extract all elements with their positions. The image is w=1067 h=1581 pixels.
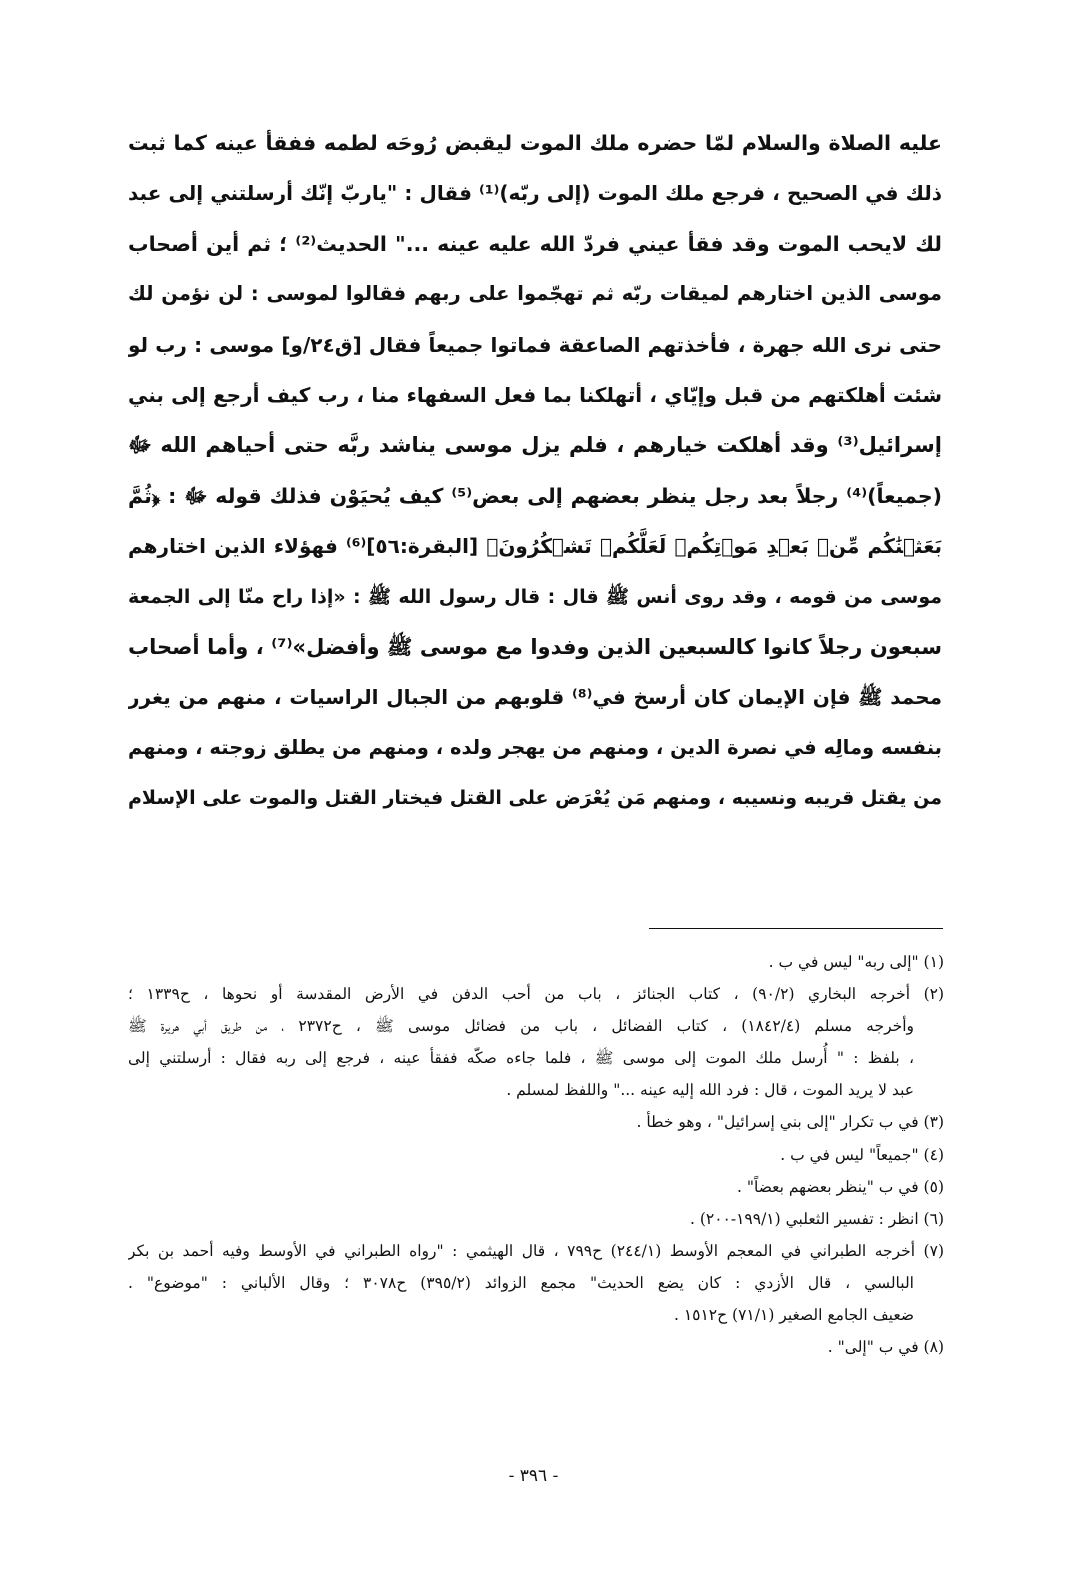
footnote-line: البالسي ، قال الأزدي : كان يضع الحديث" مجمع الزوائد (٣٩٥/٢) ح٣٠٧٨ ؛ وقال الألباني : "موضوع" . [128,1273,914,1292]
footnote-line: ضعيف الجامع الصغير (٧١/١) ح١٥١٢ . [673,1306,914,1325]
text-line: لك لايحب الموت وقد فقأ عيني فردّ الله عليه عينه ..." الحديث⁽²⁾ ؛ ثم أين أصحاب [128,231,942,256]
footnote-line: (٦) انظر : تفسير الثعلبي (١٩٩/١-٢٠٠) . [689,1209,944,1228]
footnote-separator [649,928,943,929]
footnotes [128,946,944,1363]
footnote-line: عبد لا يريد الموت ، قال : فرد الله إليه عينه ..." واللفظ لمسلم . [506,1081,914,1100]
footnote-line: ، بلفظ : " أُرسل ملك الموت إلى موسى ﷺ ، فلما جاءه صكّه ففقأ عينه ، فرجع إلى ربه فقال : أرسلتني إلى [128,1049,914,1068]
text-line: موسى الذين اختارهم لميقات ربّه ثم تهجّموا على ربهم فقالوا لموسى : لن نؤمن لك [128,282,942,306]
page-number: - ٣٩٦ - [508,1466,559,1486]
text-line: بَعَثۡنَٰكُم مِّنۢ بَعۡدِ مَوۡتِكُمۡ لَعَلَّكُمۡ تَشۡكُرُونَ﴾ [البقرة:٥٦]⁽⁶⁾ فهؤلاء الذين اختارهم [128,534,942,559]
footnote-line: (٧) أخرجه الطبراني في المعجم الأوسط (٢٤٤/١) ح٧٩٩ ، قال الهيثمي : "رواه الطبراني في الأوسط وفيه أحمد بن بكر [128,1241,944,1260]
text-line: شئت أهلكتهم من قبل وإيّاي ، أتهلكنا بما فعل السفهاء منا ، رب كيف أرجع إلى بني [128,382,942,407]
main-text [128,118,942,823]
text-line: عليه الصلاة والسلام لمّا حضره ملك الموت ليقبض رُوحَه لطمه ففقأ عينه كما ثبت [128,131,942,155]
text-line: حتى نرى الله جهرة ، فأخذتهم الصاعقة فماتوا جميعاً فقال [ق٢٤/و] موسى : رب لو [128,332,942,357]
footnote-line: وأخرجه مسلم (١٨٤٢/٤) ، كتاب الفضائل ، باب من فضائل موسى ﷺ ، ح٢٣٧٢ ، من طريق أبي هريرة ﷺ [128,1017,914,1036]
text-line: محمد ﷺ فإن الإيمان كان أرسخ في⁽⁸⁾ قلوبهم من الجبال الراسيات ، منهم من يغرر [128,685,942,710]
text-line: (جميعاً)⁽⁴⁾ رجلاً بعد رجل ينظر بعضهم إلى بعض⁽⁵⁾ كيف يُحيَوْن فذلك قوله ﷻ : ﴿ثُمَّ [128,483,942,508]
text-line: موسى من قومه ، وقد روى أنس ﷺ قال : قال رسول الله ﷺ : «إذا راح منّا إلى الجمعة [128,585,942,608]
text-line: سبعون رجلاً كانوا كالسبعين الذين وفدوا مع موسى ﷺ وأفضل»⁽⁷⁾ ، وأما أصحاب [128,634,942,659]
footnote-line: (٥) في ب "ينظر بعضهم بعضاً" . [736,1177,944,1196]
footnote-line: (٣) في ب تكرار "إلى بني إسرائيل" ، وهو خطأ . [636,1113,944,1132]
footnote-line: (١) "إلى ربه" ليس في ب . [768,953,944,971]
text-line: من يقتل قريبه ونسيبه ، ومنهم مَن يُعْرَض على القتل فيختار القتل والموت على الإسلام [128,787,942,810]
footnote-line: (٤) "جميعاً" ليس في ب . [780,1145,944,1164]
text-line: بنفسه ومالِه في نصرة الدين ، ومنهم من يهجر ولده ، ومنهم من يطلق زوجته ، ومنهم [128,735,942,759]
text-line: ذلك في الصحيح ، فرجع ملك الموت (إلى ربّه)⁽¹⁾ فقال : "ياربّ إنّك أرسلتني إلى عبد [128,181,942,206]
footnote-line: (٨) في ب "إلى" . [827,1338,944,1357]
footnote-line: (٢) أخرجه البخاري (٩٠/٢) ، كتاب الجنائز ، باب من أحب الدفن في الأرض المقدسة أو نحوها ، ح١٣٣٩ ؛ [128,985,944,1004]
text-line: إسرائيل⁽³⁾ وقد أهلكت خيارهم ، فلم يزل موسى يناشد ربَّه حتى أحياهم الله ﷻ [128,433,942,458]
